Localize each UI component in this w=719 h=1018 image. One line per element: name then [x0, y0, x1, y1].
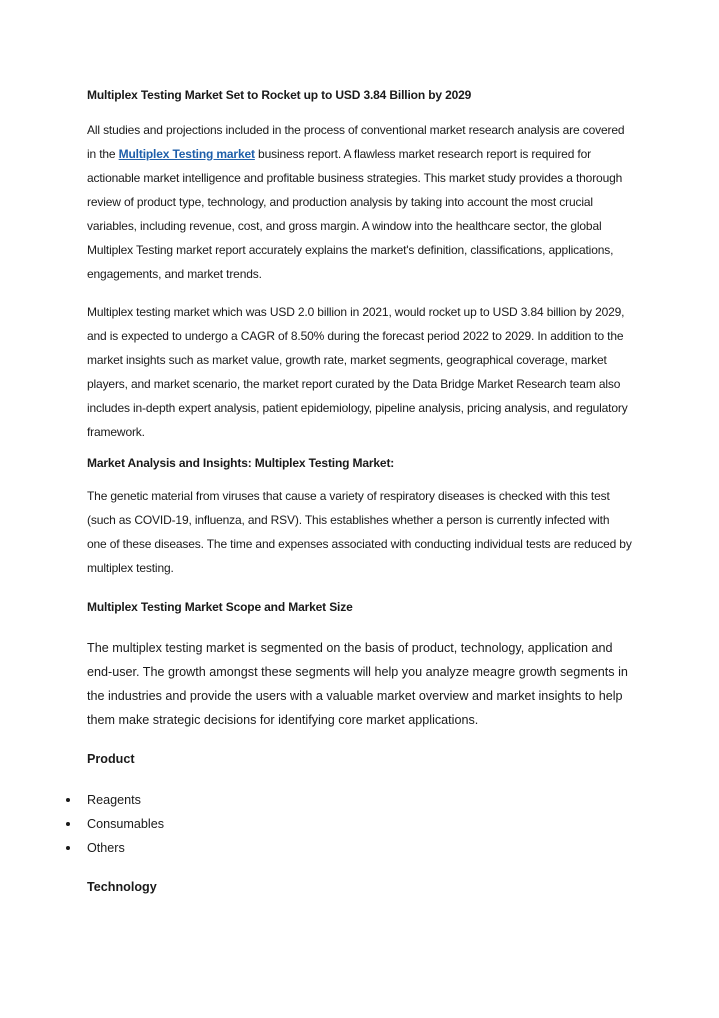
scope-paragraph: The multiplex testing market is segmented on the basis of product, technology, application and end-user. The growth amongst these segments will help you analyze meagre growth segments in the industries and provide the users with a valuable market overview and market insights to help them make strategic decisions for identifying core market applications. [87, 641, 628, 727]
list-item [60, 836, 164, 860]
product-item-label: Reagents [87, 793, 141, 807]
product-item-label: Consumables [87, 817, 165, 831]
list-item [60, 812, 164, 836]
bullet-icon [66, 822, 70, 826]
intro-text-before-link: All studies and projections included in the process of conventional market research analysis are covered in the [87, 123, 625, 161]
analysis-paragraph: The genetic material from viruses that cause a variety of respiratory diseases is checked with this test (such as COVID-19, influenza, and RSV). This establishes whether a person is currently infected with one of these diseases. The time and expenses associated with conducting individual tests are reduced by multiplex testing. [87, 489, 632, 575]
scope-heading: Multiplex Testing Market Scope and Market Size [87, 600, 353, 614]
product-heading: Product [87, 752, 135, 766]
intro-text-after-link: business report. A flawless market research report is required for actionable market intelligence and profitable business strategies. This market study provides a thorough review of product type, technology, and production analysis by taking into account the most crucial variables, including revenue, cost, and gross margin. A window into the healthcare sector, the global Multiplex Testing market report accurately explains the market's definition, classifications, applications, engagements, and market trends. [87, 147, 623, 281]
analysis-heading: Market Analysis and Insights: Multiplex Testing Market: [87, 456, 395, 470]
document-title: Multiplex Testing Market Set to Rocket up to USD 3.84 Billion by 2029 [87, 88, 472, 102]
product-item-label: Others [87, 841, 125, 855]
market-size-paragraph: Multiplex testing market which was USD 2.0 billion in 2021, would rocket up to USD 3.84 billion by 2029, and is expected to undergo a CAGR of 8.50% during the forecast period 2022 to 2029. In addition to the market insights such as market value, growth rate, market segments, geographical coverage, market players, and market scenario, the market report curated by the Data Bridge Market Research team also includes in-depth expert analysis, patient epidemiology, pipeline analysis, pricing analysis, and regulatory framework. [87, 305, 628, 439]
product-list [60, 788, 164, 860]
bullet-icon [66, 798, 70, 802]
intro-paragraph [87, 118, 632, 286]
bullet-icon [66, 846, 70, 850]
technology-heading: Technology [87, 880, 157, 894]
list-item [60, 788, 164, 812]
multiplex-testing-market-link[interactable]: Multiplex Testing market [118, 147, 255, 161]
